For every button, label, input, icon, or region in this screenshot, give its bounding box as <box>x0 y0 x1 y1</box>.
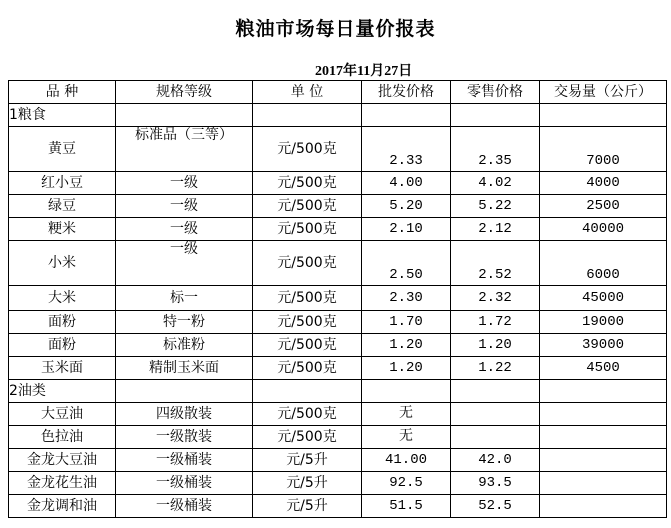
retail-price-cell: 52.5 <box>451 495 540 518</box>
spec-cell: 四级散装 <box>116 403 253 426</box>
table-row <box>9 311 667 334</box>
unit-cell: 元/500克 <box>253 286 362 311</box>
spec-cell: 一级散装 <box>116 426 253 449</box>
variety-cell: 玉米面 <box>9 357 116 380</box>
col-header-wholesale: 批发价格 <box>362 81 451 104</box>
variety-cell: 金龙大豆油 <box>9 449 116 472</box>
table-row <box>9 218 667 241</box>
unit-cell: 元/500克 <box>253 426 362 449</box>
unit-cell: 元/5升 <box>253 472 362 495</box>
wholesale-price-cell: 51.5 <box>362 495 451 518</box>
table-row <box>9 241 667 286</box>
unit-cell: 元/500克 <box>253 172 362 195</box>
volume-cell: 4500 <box>540 357 667 380</box>
retail-price-cell: 2.32 <box>451 286 540 311</box>
price-table <box>8 80 667 518</box>
wholesale-price-cell: 1.20 <box>362 334 451 357</box>
spec-cell: 标准品（三等） <box>116 127 253 172</box>
spec-cell: 精制玉米面 <box>116 357 253 380</box>
wholesale-price-cell: 5.20 <box>362 195 451 218</box>
volume-cell: 2500 <box>540 195 667 218</box>
variety-cell: 小米 <box>9 241 116 286</box>
section-row-grain <box>9 104 667 127</box>
volume-cell: 45000 <box>540 286 667 311</box>
variety-cell: 面粉 <box>9 311 116 334</box>
section-row-oil <box>9 380 667 403</box>
variety-cell: 红小豆 <box>9 172 116 195</box>
retail-price-cell: 2.35 <box>451 127 540 172</box>
wholesale-price-cell: 2.50 <box>362 241 451 286</box>
spec-cell: 标一 <box>116 286 253 311</box>
table-row <box>9 334 667 357</box>
unit-cell: 元/500克 <box>253 195 362 218</box>
wholesale-price-cell: 无 <box>362 403 451 426</box>
unit-cell: 元/500克 <box>253 357 362 380</box>
spec-cell: 一级桶装 <box>116 449 253 472</box>
col-header-unit: 单 位 <box>253 81 362 104</box>
header-row <box>9 81 667 104</box>
spec-cell: 标准粉 <box>116 334 253 357</box>
spec-cell: 一级桶装 <box>116 472 253 495</box>
wholesale-price-cell: 4.00 <box>362 172 451 195</box>
wholesale-price-cell: 2.10 <box>362 218 451 241</box>
volume-cell: 6000 <box>540 241 667 286</box>
spec-cell: 一级 <box>116 218 253 241</box>
variety-cell: 色拉油 <box>9 426 116 449</box>
unit-cell: 元/500克 <box>253 127 362 172</box>
variety-cell: 金龙花生油 <box>9 472 116 495</box>
volume-cell <box>540 426 667 449</box>
spec-cell: 一级桶装 <box>116 495 253 518</box>
unit-cell: 元/500克 <box>253 334 362 357</box>
col-header-retail: 零售价格 <box>451 81 540 104</box>
spec-cell: 一级 <box>116 241 253 286</box>
retail-price-cell: 1.72 <box>451 311 540 334</box>
retail-price-cell: 2.52 <box>451 241 540 286</box>
retail-price-cell: 93.5 <box>451 472 540 495</box>
wholesale-price-cell: 1.20 <box>362 357 451 380</box>
volume-cell <box>540 495 667 518</box>
wholesale-price-cell: 41.00 <box>362 449 451 472</box>
table-row <box>9 286 667 311</box>
volume-cell <box>540 403 667 426</box>
variety-cell: 金龙调和油 <box>9 495 116 518</box>
retail-price-cell: 1.20 <box>451 334 540 357</box>
retail-price-cell <box>451 426 540 449</box>
retail-price-cell: 5.22 <box>451 195 540 218</box>
volume-cell: 4000 <box>540 172 667 195</box>
volume-cell <box>540 472 667 495</box>
wholesale-price-cell: 2.33 <box>362 127 451 172</box>
table-row <box>9 449 667 472</box>
unit-cell: 元/5升 <box>253 449 362 472</box>
retail-price-cell: 2.12 <box>451 218 540 241</box>
volume-cell <box>540 449 667 472</box>
retail-price-cell: 4.02 <box>451 172 540 195</box>
col-header-variety: 品 种 <box>9 81 116 104</box>
table-row <box>9 472 667 495</box>
unit-cell: 元/500克 <box>253 218 362 241</box>
table-row <box>9 195 667 218</box>
section-label: 2油类 <box>9 380 116 403</box>
variety-cell: 大豆油 <box>9 403 116 426</box>
unit-cell: 元/500克 <box>253 403 362 426</box>
section-label: 1粮食 <box>9 104 116 127</box>
spec-cell: 一级 <box>116 195 253 218</box>
retail-price-cell: 1.22 <box>451 357 540 380</box>
volume-cell: 7000 <box>540 127 667 172</box>
table-row <box>9 403 667 426</box>
retail-price-cell: 42.0 <box>451 449 540 472</box>
variety-cell: 面粉 <box>9 334 116 357</box>
volume-cell: 40000 <box>540 218 667 241</box>
table-row <box>9 127 667 172</box>
spec-cell: 一级 <box>116 172 253 195</box>
report-title: 粮油市场每日量价报表 <box>235 18 436 40</box>
variety-cell: 大米 <box>9 286 116 311</box>
volume-cell: 19000 <box>540 311 667 334</box>
spec-cell: 特一粉 <box>116 311 253 334</box>
variety-cell: 粳米 <box>9 218 116 241</box>
report-date: 2017年11月27日 <box>315 64 413 79</box>
col-header-volume: 交易量（公斤） <box>540 81 667 104</box>
table-row <box>9 172 667 195</box>
variety-cell: 绿豆 <box>9 195 116 218</box>
wholesale-price-cell: 2.30 <box>362 286 451 311</box>
wholesale-price-cell: 1.70 <box>362 311 451 334</box>
retail-price-cell <box>451 403 540 426</box>
volume-cell: 39000 <box>540 334 667 357</box>
wholesale-price-cell: 92.5 <box>362 472 451 495</box>
col-header-spec: 规格等级 <box>116 81 253 104</box>
unit-cell: 元/500克 <box>253 311 362 334</box>
table-row <box>9 357 667 380</box>
variety-cell: 黄豆 <box>9 127 116 172</box>
table-row <box>9 495 667 518</box>
table-row <box>9 426 667 449</box>
unit-cell: 元/500克 <box>253 241 362 286</box>
wholesale-price-cell: 无 <box>362 426 451 449</box>
unit-cell: 元/5升 <box>253 495 362 518</box>
